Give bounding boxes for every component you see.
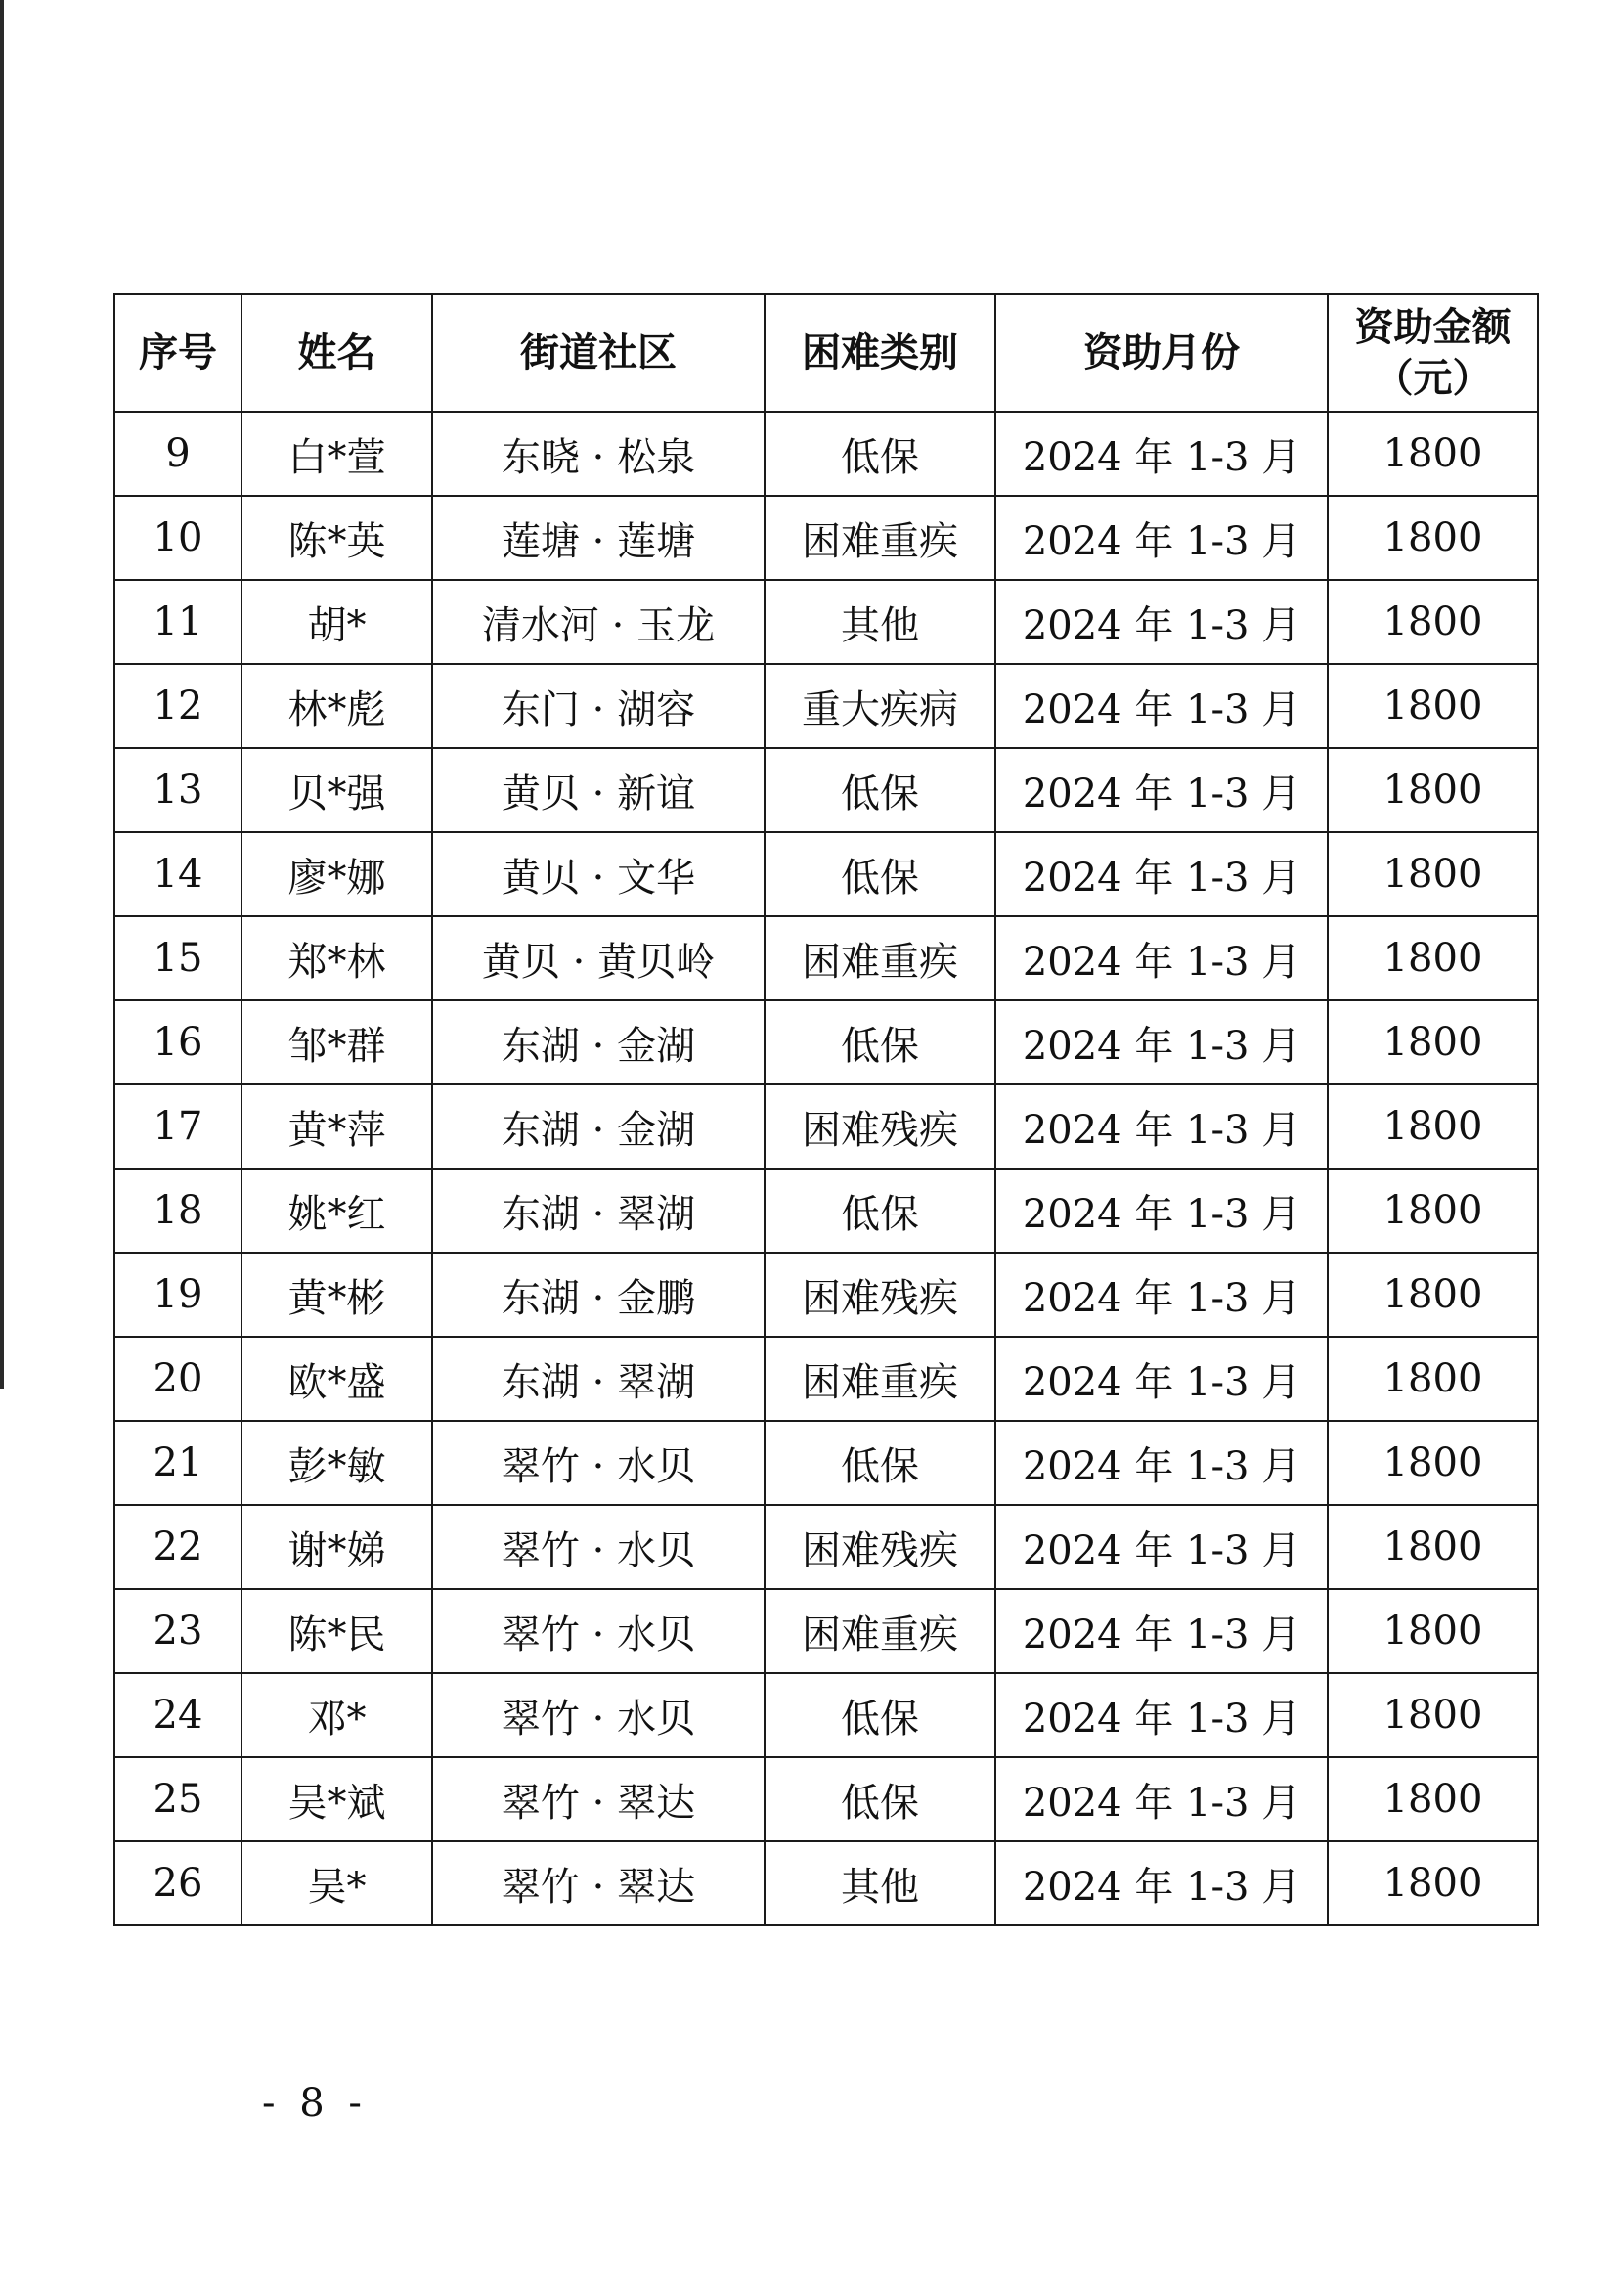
cell-category: 低保 bbox=[765, 748, 995, 832]
table-row bbox=[114, 412, 1538, 496]
header-amount-unit: （元） bbox=[1374, 355, 1492, 401]
cell-category: 低保 bbox=[765, 1757, 995, 1841]
cell-community: 东湖 · 金鹏 bbox=[432, 1253, 765, 1337]
cell-seq: 11 bbox=[114, 580, 241, 664]
cell-category: 低保 bbox=[765, 1000, 995, 1084]
cell-amount: 1800 bbox=[1328, 580, 1538, 664]
table-row bbox=[114, 1337, 1538, 1421]
table-row bbox=[114, 748, 1538, 832]
cell-amount: 1800 bbox=[1328, 496, 1538, 580]
table-row bbox=[114, 1084, 1538, 1169]
cell-amount: 1800 bbox=[1328, 1505, 1538, 1589]
cell-community: 东湖 · 金湖 bbox=[432, 1000, 765, 1084]
cell-community: 翠竹 · 水贝 bbox=[432, 1505, 765, 1589]
cell-name: 白*萱 bbox=[241, 412, 432, 496]
cell-month: 2024 年 1-3 月 bbox=[995, 496, 1328, 580]
cell-community: 清水河 · 玉龙 bbox=[432, 580, 765, 664]
cell-amount: 1800 bbox=[1328, 1084, 1538, 1169]
cell-category: 低保 bbox=[765, 1421, 995, 1505]
cell-community: 黄贝 · 新谊 bbox=[432, 748, 765, 832]
header-name: 姓名 bbox=[241, 294, 432, 412]
cell-seq: 9 bbox=[114, 412, 241, 496]
cell-month: 2024 年 1-3 月 bbox=[995, 1505, 1328, 1589]
cell-amount: 1800 bbox=[1328, 1421, 1538, 1505]
table-row bbox=[114, 1673, 1538, 1757]
scan-edge bbox=[0, 0, 4, 1389]
cell-community: 黄贝 · 文华 bbox=[432, 832, 765, 916]
cell-month: 2024 年 1-3 月 bbox=[995, 1169, 1328, 1253]
cell-seq: 14 bbox=[114, 832, 241, 916]
cell-category: 困难残疾 bbox=[765, 1253, 995, 1337]
cell-category: 低保 bbox=[765, 412, 995, 496]
cell-seq: 23 bbox=[114, 1589, 241, 1673]
header-month: 资助月份 bbox=[995, 294, 1328, 412]
cell-month: 2024 年 1-3 月 bbox=[995, 1757, 1328, 1841]
page-number: - 8 - bbox=[262, 2081, 368, 2126]
cell-name: 邓* bbox=[241, 1673, 432, 1757]
cell-amount: 1800 bbox=[1328, 916, 1538, 1000]
cell-name: 邹*群 bbox=[241, 1000, 432, 1084]
cell-name: 吴* bbox=[241, 1841, 432, 1925]
cell-name: 胡* bbox=[241, 580, 432, 664]
table-row bbox=[114, 1505, 1538, 1589]
cell-community: 翠竹 · 翠达 bbox=[432, 1757, 765, 1841]
cell-community: 翠竹 · 水贝 bbox=[432, 1421, 765, 1505]
cell-month: 2024 年 1-3 月 bbox=[995, 1253, 1328, 1337]
header-community: 街道社区 bbox=[432, 294, 765, 412]
cell-amount: 1800 bbox=[1328, 1757, 1538, 1841]
cell-seq: 16 bbox=[114, 1000, 241, 1084]
cell-community: 黄贝 · 黄贝岭 bbox=[432, 916, 765, 1000]
aid-table bbox=[113, 293, 1539, 1926]
cell-name: 欧*盛 bbox=[241, 1337, 432, 1421]
cell-month: 2024 年 1-3 月 bbox=[995, 1589, 1328, 1673]
cell-name: 贝*强 bbox=[241, 748, 432, 832]
cell-amount: 1800 bbox=[1328, 664, 1538, 748]
cell-seq: 24 bbox=[114, 1673, 241, 1757]
cell-name: 黄*彬 bbox=[241, 1253, 432, 1337]
cell-name: 陈*民 bbox=[241, 1589, 432, 1673]
cell-month: 2024 年 1-3 月 bbox=[995, 748, 1328, 832]
cell-community: 东晓 · 松泉 bbox=[432, 412, 765, 496]
table-header-row bbox=[114, 294, 1538, 412]
cell-amount: 1800 bbox=[1328, 1000, 1538, 1084]
cell-community: 东湖 · 金湖 bbox=[432, 1084, 765, 1169]
cell-seq: 25 bbox=[114, 1757, 241, 1841]
table-row bbox=[114, 664, 1538, 748]
table-row bbox=[114, 1757, 1538, 1841]
cell-name: 姚*红 bbox=[241, 1169, 432, 1253]
cell-seq: 20 bbox=[114, 1337, 241, 1421]
cell-name: 彭*敏 bbox=[241, 1421, 432, 1505]
cell-month: 2024 年 1-3 月 bbox=[995, 1084, 1328, 1169]
cell-name: 黄*萍 bbox=[241, 1084, 432, 1169]
cell-category: 困难重疾 bbox=[765, 1589, 995, 1673]
cell-seq: 10 bbox=[114, 496, 241, 580]
cell-seq: 15 bbox=[114, 916, 241, 1000]
cell-category: 困难重疾 bbox=[765, 916, 995, 1000]
cell-month: 2024 年 1-3 月 bbox=[995, 412, 1328, 496]
cell-month: 2024 年 1-3 月 bbox=[995, 580, 1328, 664]
cell-seq: 19 bbox=[114, 1253, 241, 1337]
cell-name: 林*彪 bbox=[241, 664, 432, 748]
cell-community: 东湖 · 翠湖 bbox=[432, 1337, 765, 1421]
cell-seq: 26 bbox=[114, 1841, 241, 1925]
cell-name: 廖*娜 bbox=[241, 832, 432, 916]
cell-amount: 1800 bbox=[1328, 1589, 1538, 1673]
cell-category: 其他 bbox=[765, 1841, 995, 1925]
cell-category: 困难重疾 bbox=[765, 1337, 995, 1421]
cell-name: 吴*斌 bbox=[241, 1757, 432, 1841]
cell-seq: 13 bbox=[114, 748, 241, 832]
cell-community: 翠竹 · 水贝 bbox=[432, 1673, 765, 1757]
header-seq: 序号 bbox=[114, 294, 241, 412]
table-row bbox=[114, 1589, 1538, 1673]
cell-month: 2024 年 1-3 月 bbox=[995, 664, 1328, 748]
cell-name: 谢*娣 bbox=[241, 1505, 432, 1589]
table-row bbox=[114, 1841, 1538, 1925]
header-category: 困难类别 bbox=[765, 294, 995, 412]
table-row bbox=[114, 496, 1538, 580]
cell-category: 其他 bbox=[765, 580, 995, 664]
cell-community: 翠竹 · 水贝 bbox=[432, 1589, 765, 1673]
cell-category: 困难重疾 bbox=[765, 496, 995, 580]
cell-category: 低保 bbox=[765, 832, 995, 916]
cell-month: 2024 年 1-3 月 bbox=[995, 1841, 1328, 1925]
cell-amount: 1800 bbox=[1328, 1169, 1538, 1253]
header-amount-label: 资助金额 bbox=[1354, 304, 1512, 350]
cell-month: 2024 年 1-3 月 bbox=[995, 1421, 1328, 1505]
table-body bbox=[114, 412, 1538, 1925]
table-row bbox=[114, 1253, 1538, 1337]
cell-month: 2024 年 1-3 月 bbox=[995, 916, 1328, 1000]
cell-category: 低保 bbox=[765, 1169, 995, 1253]
cell-amount: 1800 bbox=[1328, 1841, 1538, 1925]
table-row bbox=[114, 1421, 1538, 1505]
cell-community: 东湖 · 翠湖 bbox=[432, 1169, 765, 1253]
cell-seq: 22 bbox=[114, 1505, 241, 1589]
cell-seq: 12 bbox=[114, 664, 241, 748]
cell-community: 东门 · 湖容 bbox=[432, 664, 765, 748]
cell-category: 重大疾病 bbox=[765, 664, 995, 748]
cell-month: 2024 年 1-3 月 bbox=[995, 1337, 1328, 1421]
table-row bbox=[114, 1169, 1538, 1253]
cell-amount: 1800 bbox=[1328, 1673, 1538, 1757]
cell-month: 2024 年 1-3 月 bbox=[995, 1673, 1328, 1757]
cell-month: 2024 年 1-3 月 bbox=[995, 1000, 1328, 1084]
cell-amount: 1800 bbox=[1328, 412, 1538, 496]
cell-seq: 21 bbox=[114, 1421, 241, 1505]
cell-name: 郑*林 bbox=[241, 916, 432, 1000]
table-row bbox=[114, 580, 1538, 664]
cell-amount: 1800 bbox=[1328, 1337, 1538, 1421]
table-row bbox=[114, 1000, 1538, 1084]
cell-name: 陈*英 bbox=[241, 496, 432, 580]
cell-amount: 1800 bbox=[1328, 832, 1538, 916]
cell-community: 莲塘 · 莲塘 bbox=[432, 496, 765, 580]
cell-community: 翠竹 · 翠达 bbox=[432, 1841, 765, 1925]
cell-category: 低保 bbox=[765, 1673, 995, 1757]
table-row bbox=[114, 832, 1538, 916]
table-row bbox=[114, 916, 1538, 1000]
cell-seq: 18 bbox=[114, 1169, 241, 1253]
cell-category: 困难残疾 bbox=[765, 1084, 995, 1169]
cell-month: 2024 年 1-3 月 bbox=[995, 832, 1328, 916]
cell-seq: 17 bbox=[114, 1084, 241, 1169]
cell-amount: 1800 bbox=[1328, 1253, 1538, 1337]
cell-amount: 1800 bbox=[1328, 748, 1538, 832]
cell-category: 困难残疾 bbox=[765, 1505, 995, 1589]
header-amount bbox=[1328, 294, 1538, 412]
